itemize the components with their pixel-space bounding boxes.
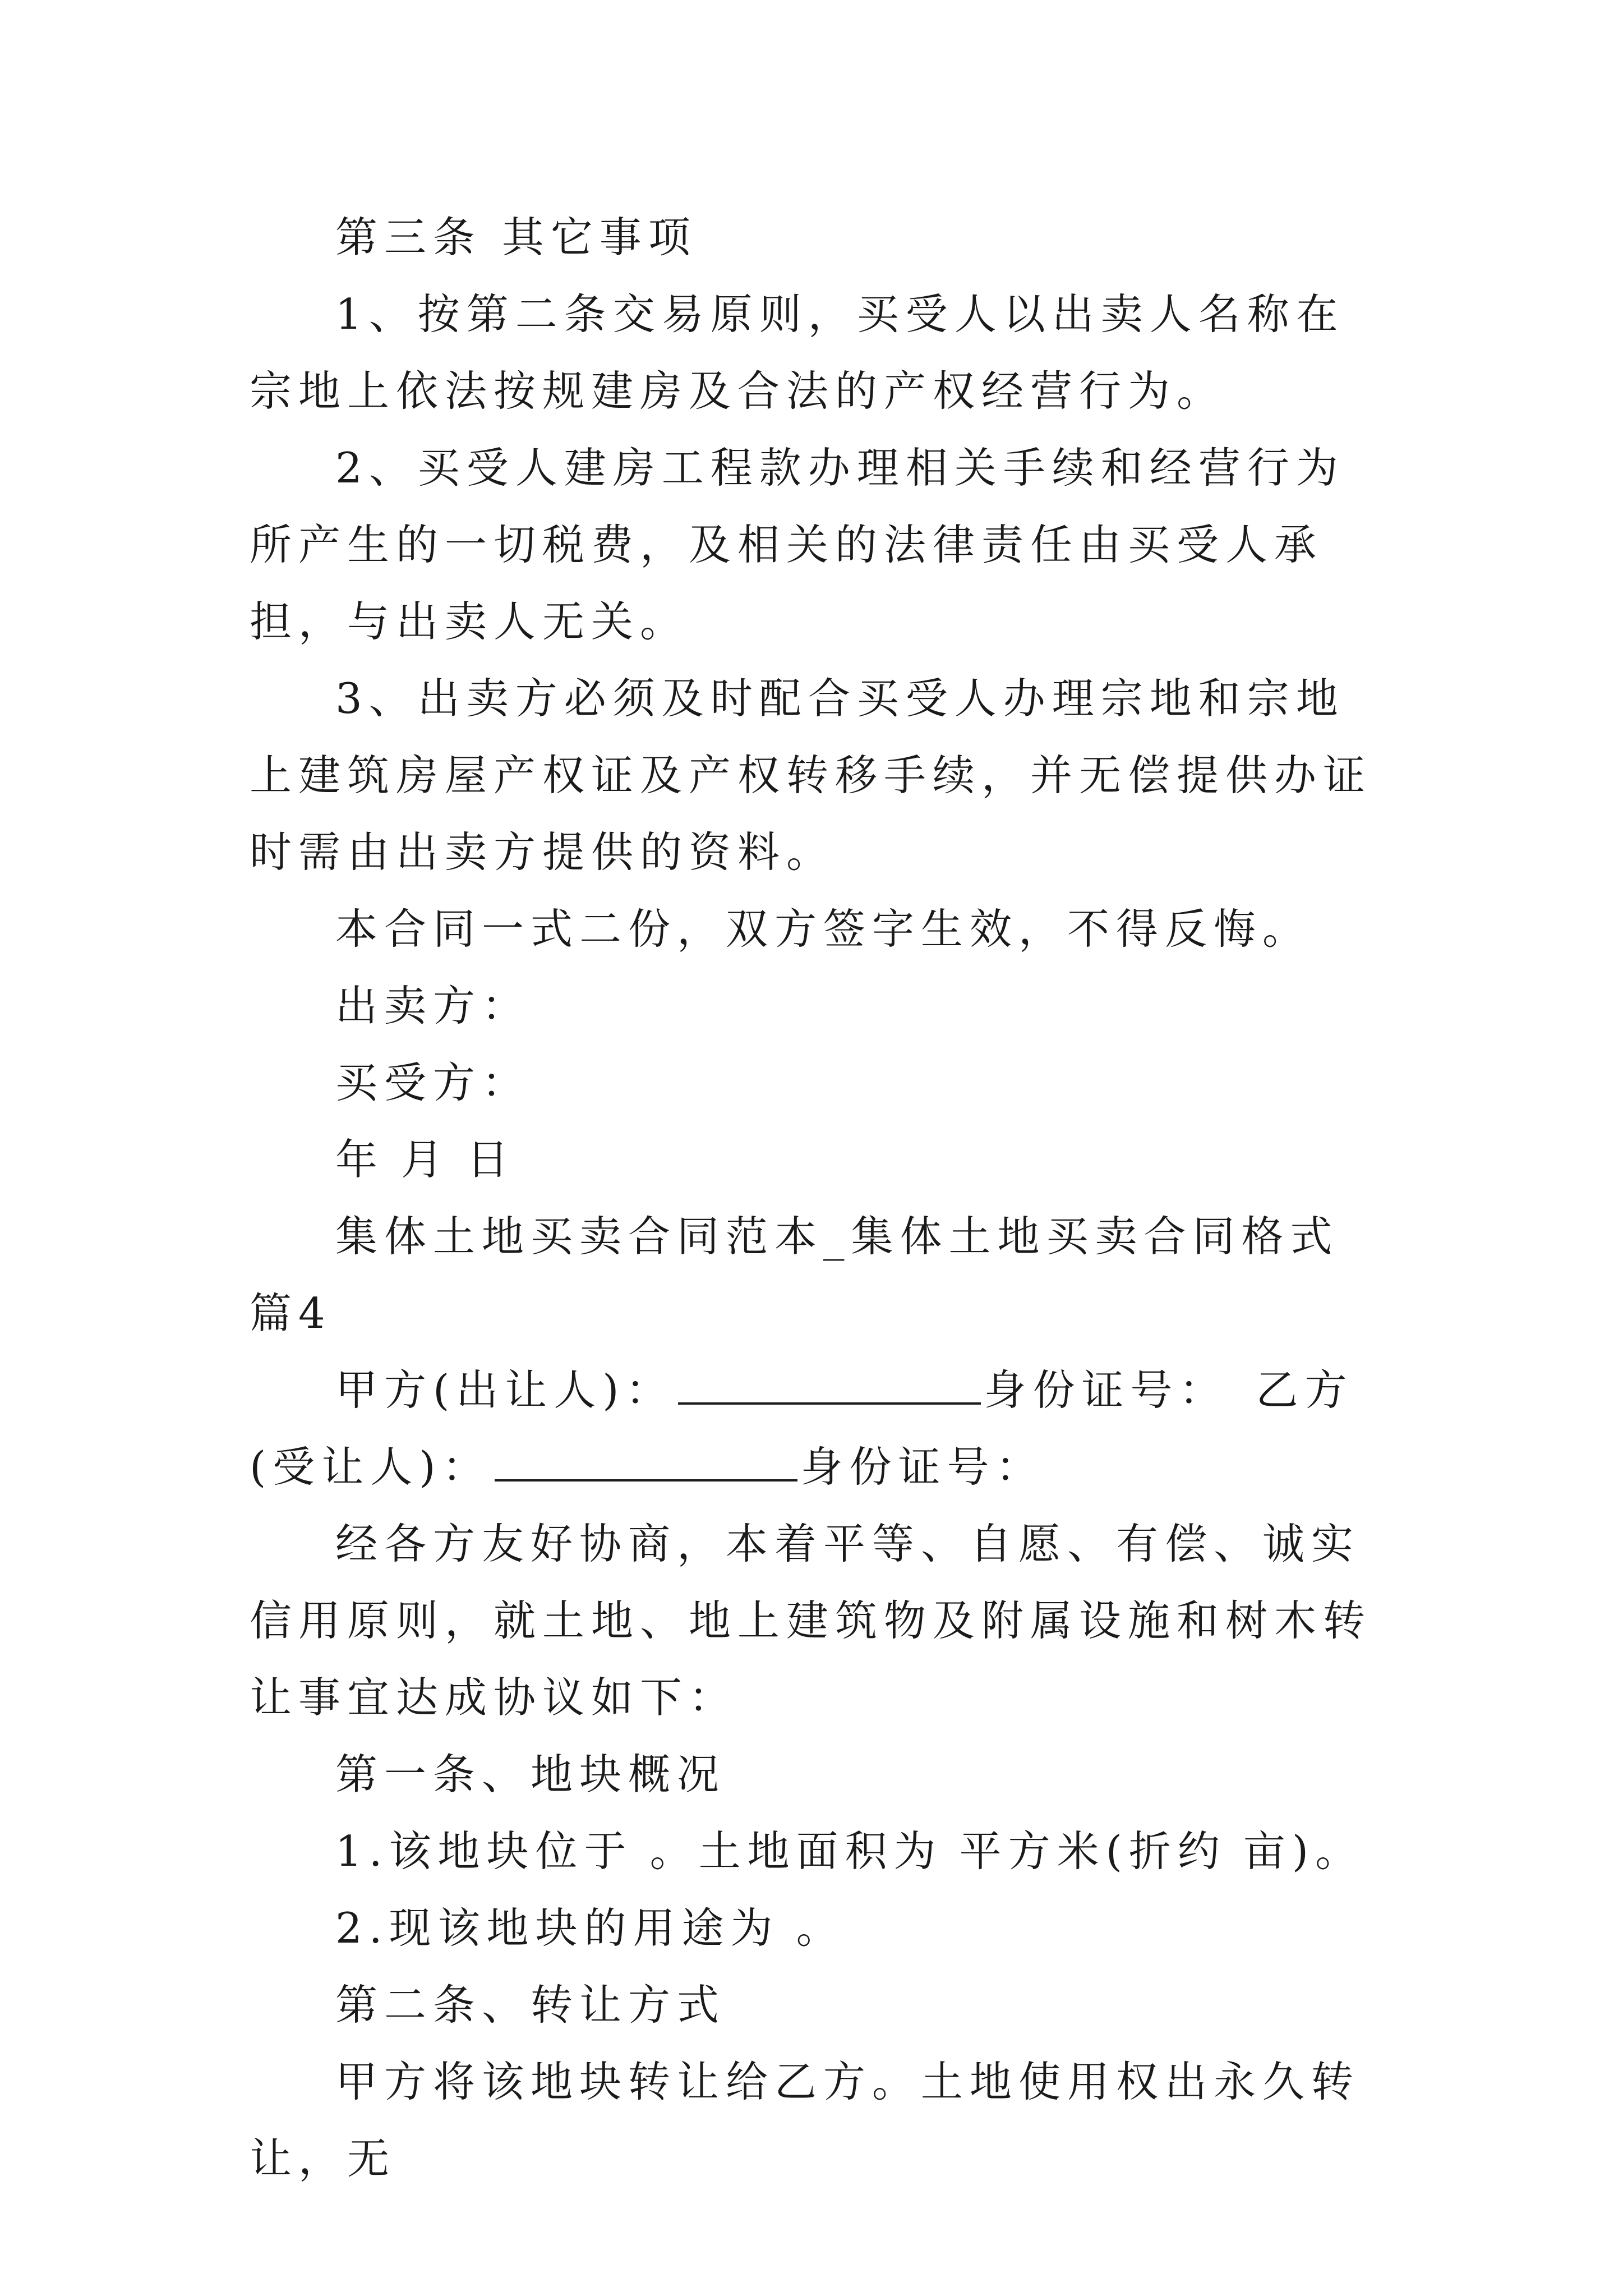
buyer-signature-line: 买受方：: [335, 1058, 531, 1107]
usage-end: 。: [796, 1903, 845, 1953]
area-label: 。土地面积为: [649, 1826, 943, 1876]
party-b-blank: [495, 1446, 797, 1481]
article-2-title: 第二条、转让方式: [335, 1980, 726, 2030]
mu-unit-label: 亩)。: [1243, 1826, 1364, 1876]
date-year: 年: [335, 1135, 385, 1184]
article-3-item-3: 3、出卖方必须及时配合买受人办理宗地和宗地上建筑房屋产权证及产权转移手续，并无偿提供办证时需由出卖方提供的资料。: [250, 674, 1372, 877]
party-b-label: 乙方(受让人)：: [250, 1365, 1354, 1492]
article-2-text: 甲方将该地块转让给乙方。土地使用权出永久转让，无: [250, 2057, 1361, 2183]
party-a-blank: [678, 1369, 981, 1405]
party-b-id-label: 身份证号：: [800, 1442, 1045, 1492]
document-body: [250, 199, 1388, 2197]
section-title: 集体土地买卖合同范本_集体土地买卖合同格式 篇4: [250, 1212, 1339, 1338]
article-3-item-2: 2、买受人建房工程款办理相关手续和经营行为所产生的一切税费，及相关的法律责任由买受人承担，与出卖人无关。: [250, 443, 1345, 646]
copies-clause: 本合同一式二份，双方签字生效，不得反悔。: [335, 904, 1312, 954]
date-line: [250, 1121, 1388, 1198]
party-a-id-label: 身份证号：: [984, 1365, 1228, 1415]
article-3-item-1: 1、按第二条交易原则，买受人以出卖人名称在宗地上依法按规建房及合法的产权经营行为。: [250, 289, 1345, 416]
date-day: 日: [467, 1135, 516, 1184]
date-month: 月: [401, 1135, 450, 1184]
article-1-item-2: [250, 1890, 1388, 1967]
article-1-title: 第一条、地块概况: [335, 1750, 726, 1799]
agreement-intro: 经各方友好协商，本着平等、自愿、有偿、诚实信用原则，就土地、地上建筑物及附属设施和树木转让事宜达成协议如下：: [250, 1519, 1372, 1722]
location-label: 1.该地块位于: [335, 1826, 633, 1876]
article-3-title: 第三条 其它事项: [335, 213, 697, 262]
area-unit-label: 平方米(折约: [959, 1826, 1227, 1876]
seller-signature-line: 出卖方：: [335, 981, 531, 1030]
parties-line: [250, 1352, 1388, 1506]
party-a-label: 甲方(出让人)：: [335, 1365, 675, 1415]
article-1-item-1: [250, 1813, 1388, 1890]
usage-label: 2.现该地块的用途为: [335, 1903, 780, 1953]
